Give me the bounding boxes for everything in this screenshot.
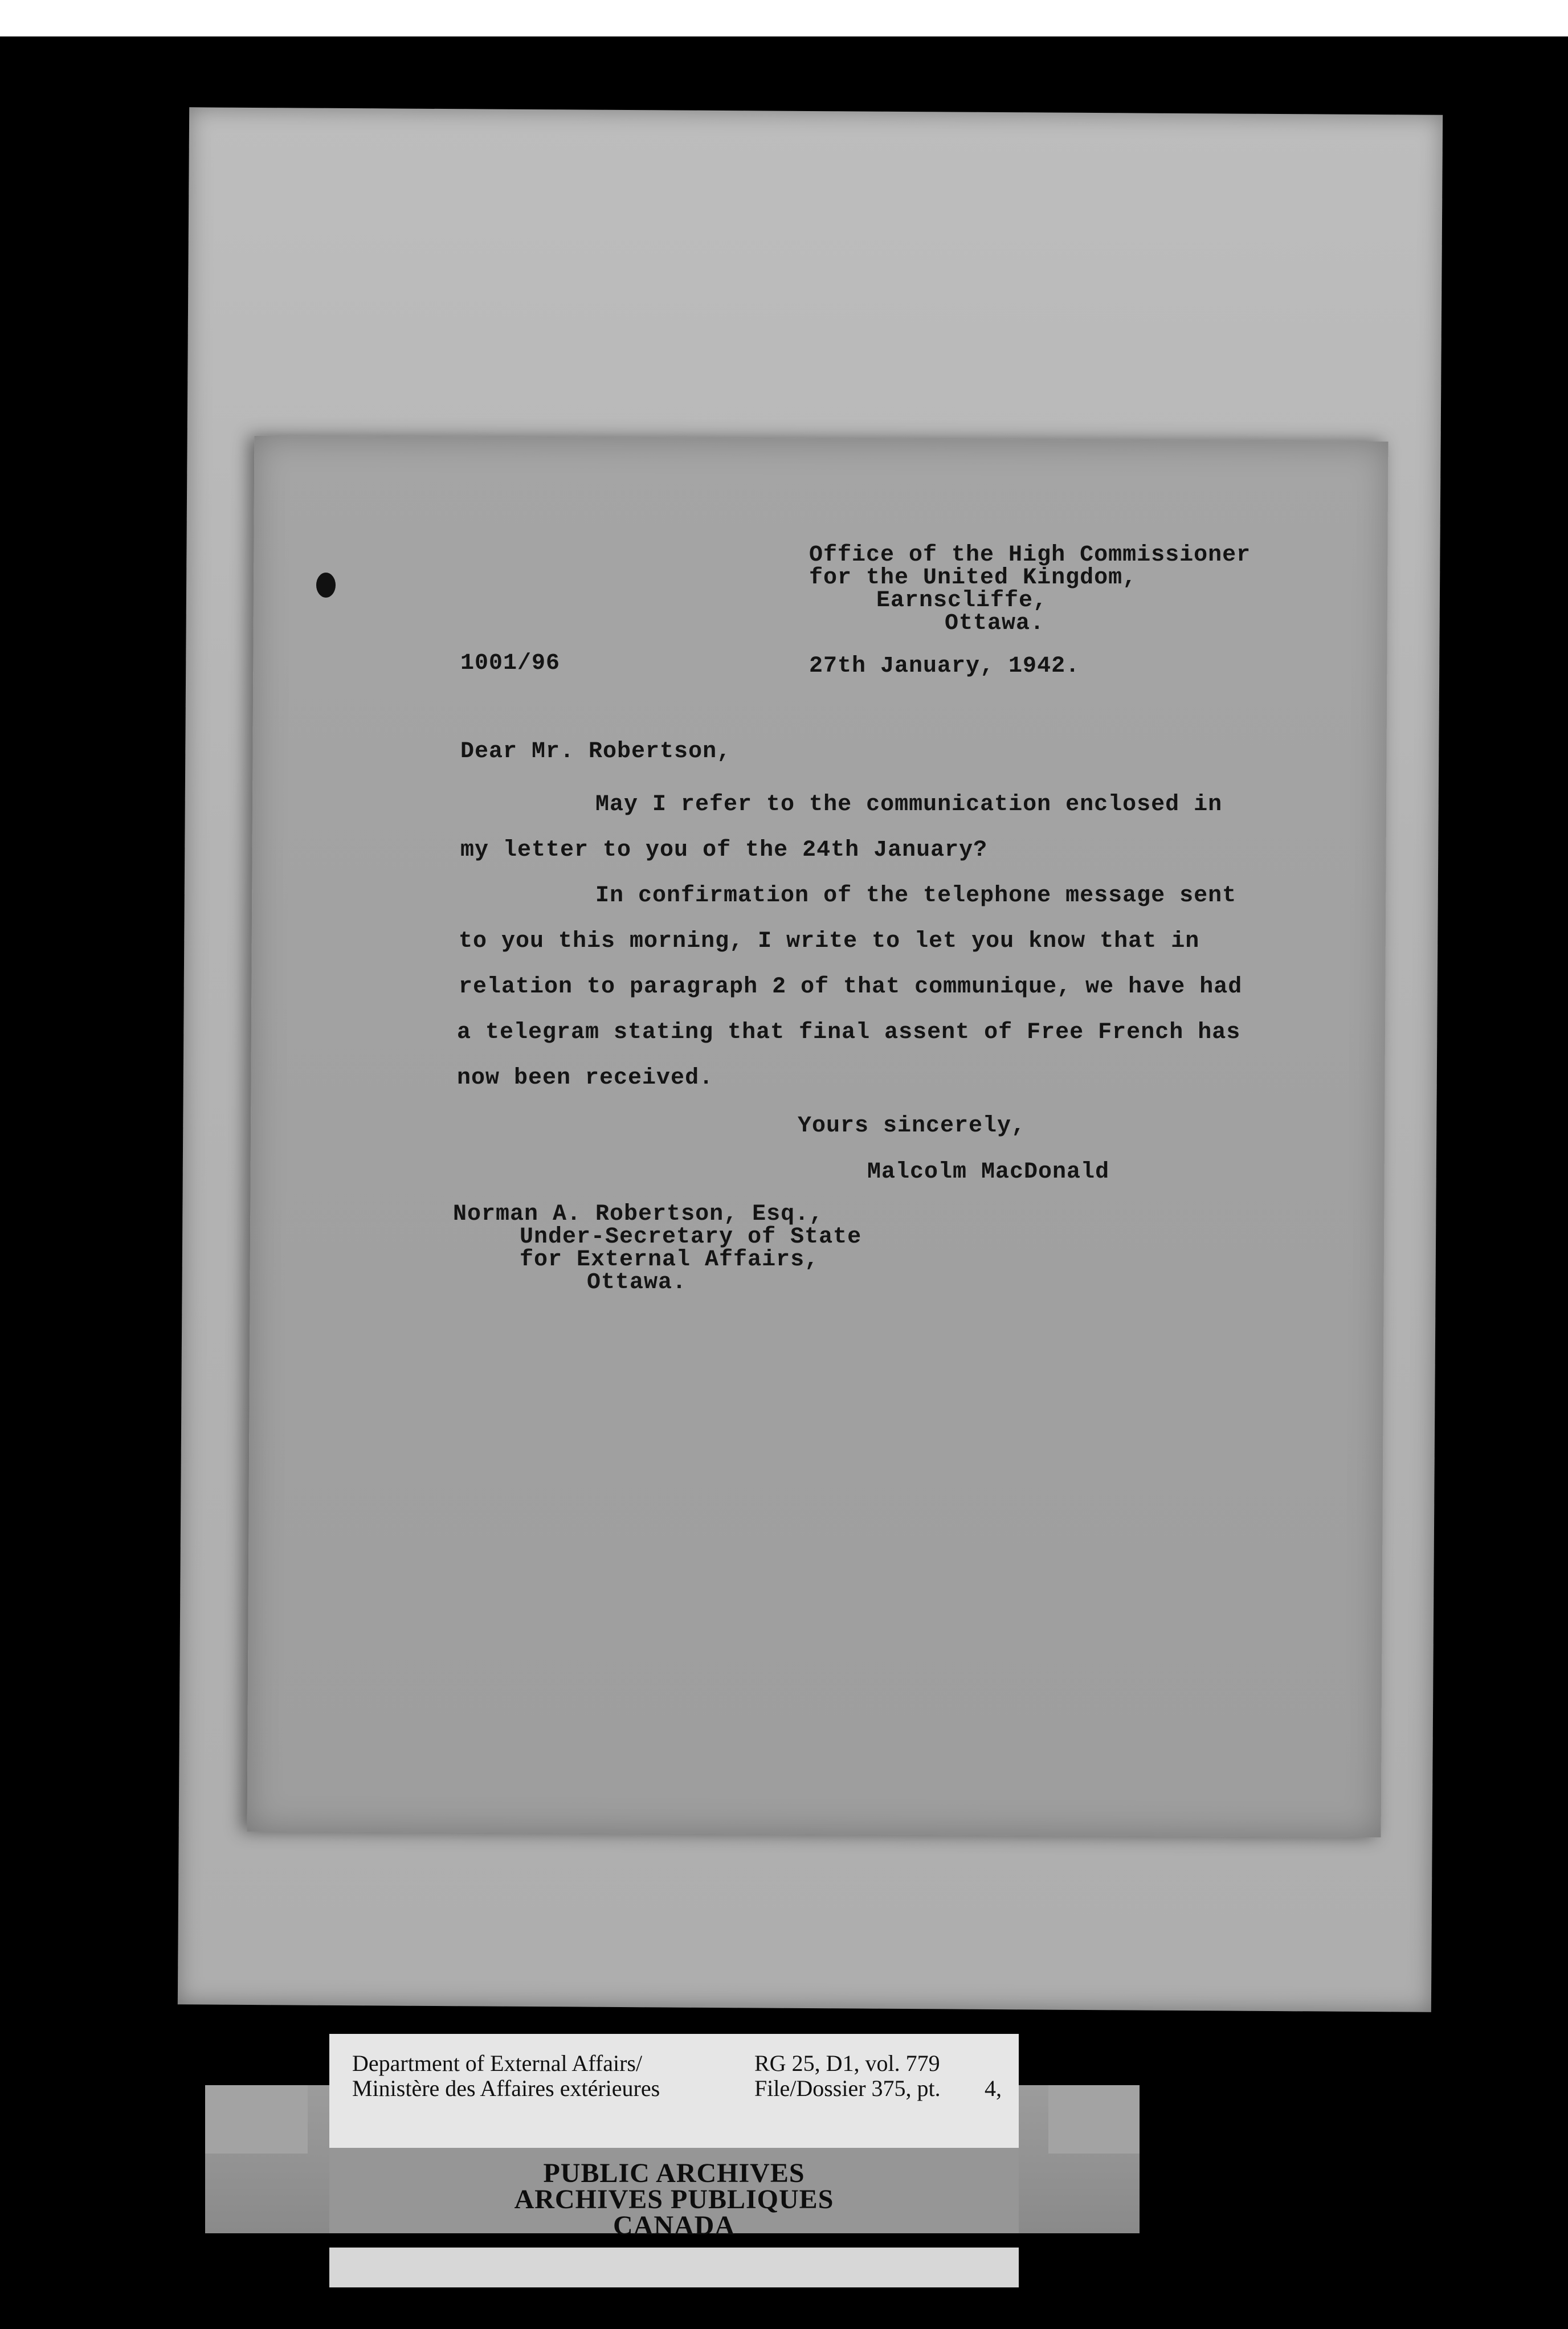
recipient-line-2: Under-Secretary of State [520, 1224, 862, 1250]
paragraph-2-line-1: In confirmation of the telephone message sent [595, 883, 1237, 909]
part-number: 4, [985, 2075, 1002, 2101]
salutation: Dear Mr. Robertson, [460, 739, 732, 765]
department-french: Ministère des Affaires extérieures [352, 2075, 660, 2101]
closing: Yours sincerely, [798, 1113, 1026, 1139]
sender-line-4: Ottawa. [945, 611, 1045, 636]
recipient-line-1: Norman A. Robertson, Esq., [453, 1202, 824, 1227]
paragraph-2-line-3: relation to paragraph 2 of that communique, we have had [459, 974, 1243, 1000]
file-dossier: File/Dossier 375, pt. [754, 2075, 941, 2101]
paragraph-1-line-2: my letter to you of the 24th January? [460, 837, 988, 863]
reference-number: 1001/96 [460, 651, 561, 676]
sender-line-3: Earnscliffe, [876, 588, 1048, 614]
stamp-line-3: CANADA [613, 2210, 735, 2241]
stamp-line-1: PUBLIC ARCHIVES [543, 2158, 805, 2188]
stamp-notch-left [205, 2085, 308, 2154]
recipient-line-3: for External Affairs, [520, 1247, 819, 1273]
paragraph-1-line-1: May I refer to the communication enclosed in [595, 792, 1223, 818]
paragraph-2-line-2: to you this morning, I write to let you know that in [459, 929, 1200, 954]
letter-date: 27th January, 1942. [809, 653, 1080, 679]
stamp-line-2: ARCHIVES PUBLIQUES [514, 2184, 834, 2214]
paragraph-2-line-5: now been received. [457, 1065, 714, 1091]
department-english: Department of External Affairs/ [352, 2050, 643, 2076]
record-group: RG 25, D1, vol. 779 [754, 2050, 940, 2076]
top-margin-band [0, 0, 1568, 36]
archive-reference-label [329, 2034, 1019, 2148]
recipient-line-4: Ottawa. [587, 1270, 687, 1296]
paragraph-2-line-4: a telegram stating that final assent of Free French has [457, 1020, 1241, 1045]
punch-hole [316, 573, 336, 598]
signature: Malcolm MacDonald [867, 1159, 1110, 1185]
stamp-notch-right [1048, 2085, 1140, 2154]
bottom-label-strip [329, 2248, 1019, 2287]
sender-line-1: Office of the High Commissioner [809, 542, 1251, 568]
sender-line-2: for the United Kingdom, [809, 565, 1137, 591]
